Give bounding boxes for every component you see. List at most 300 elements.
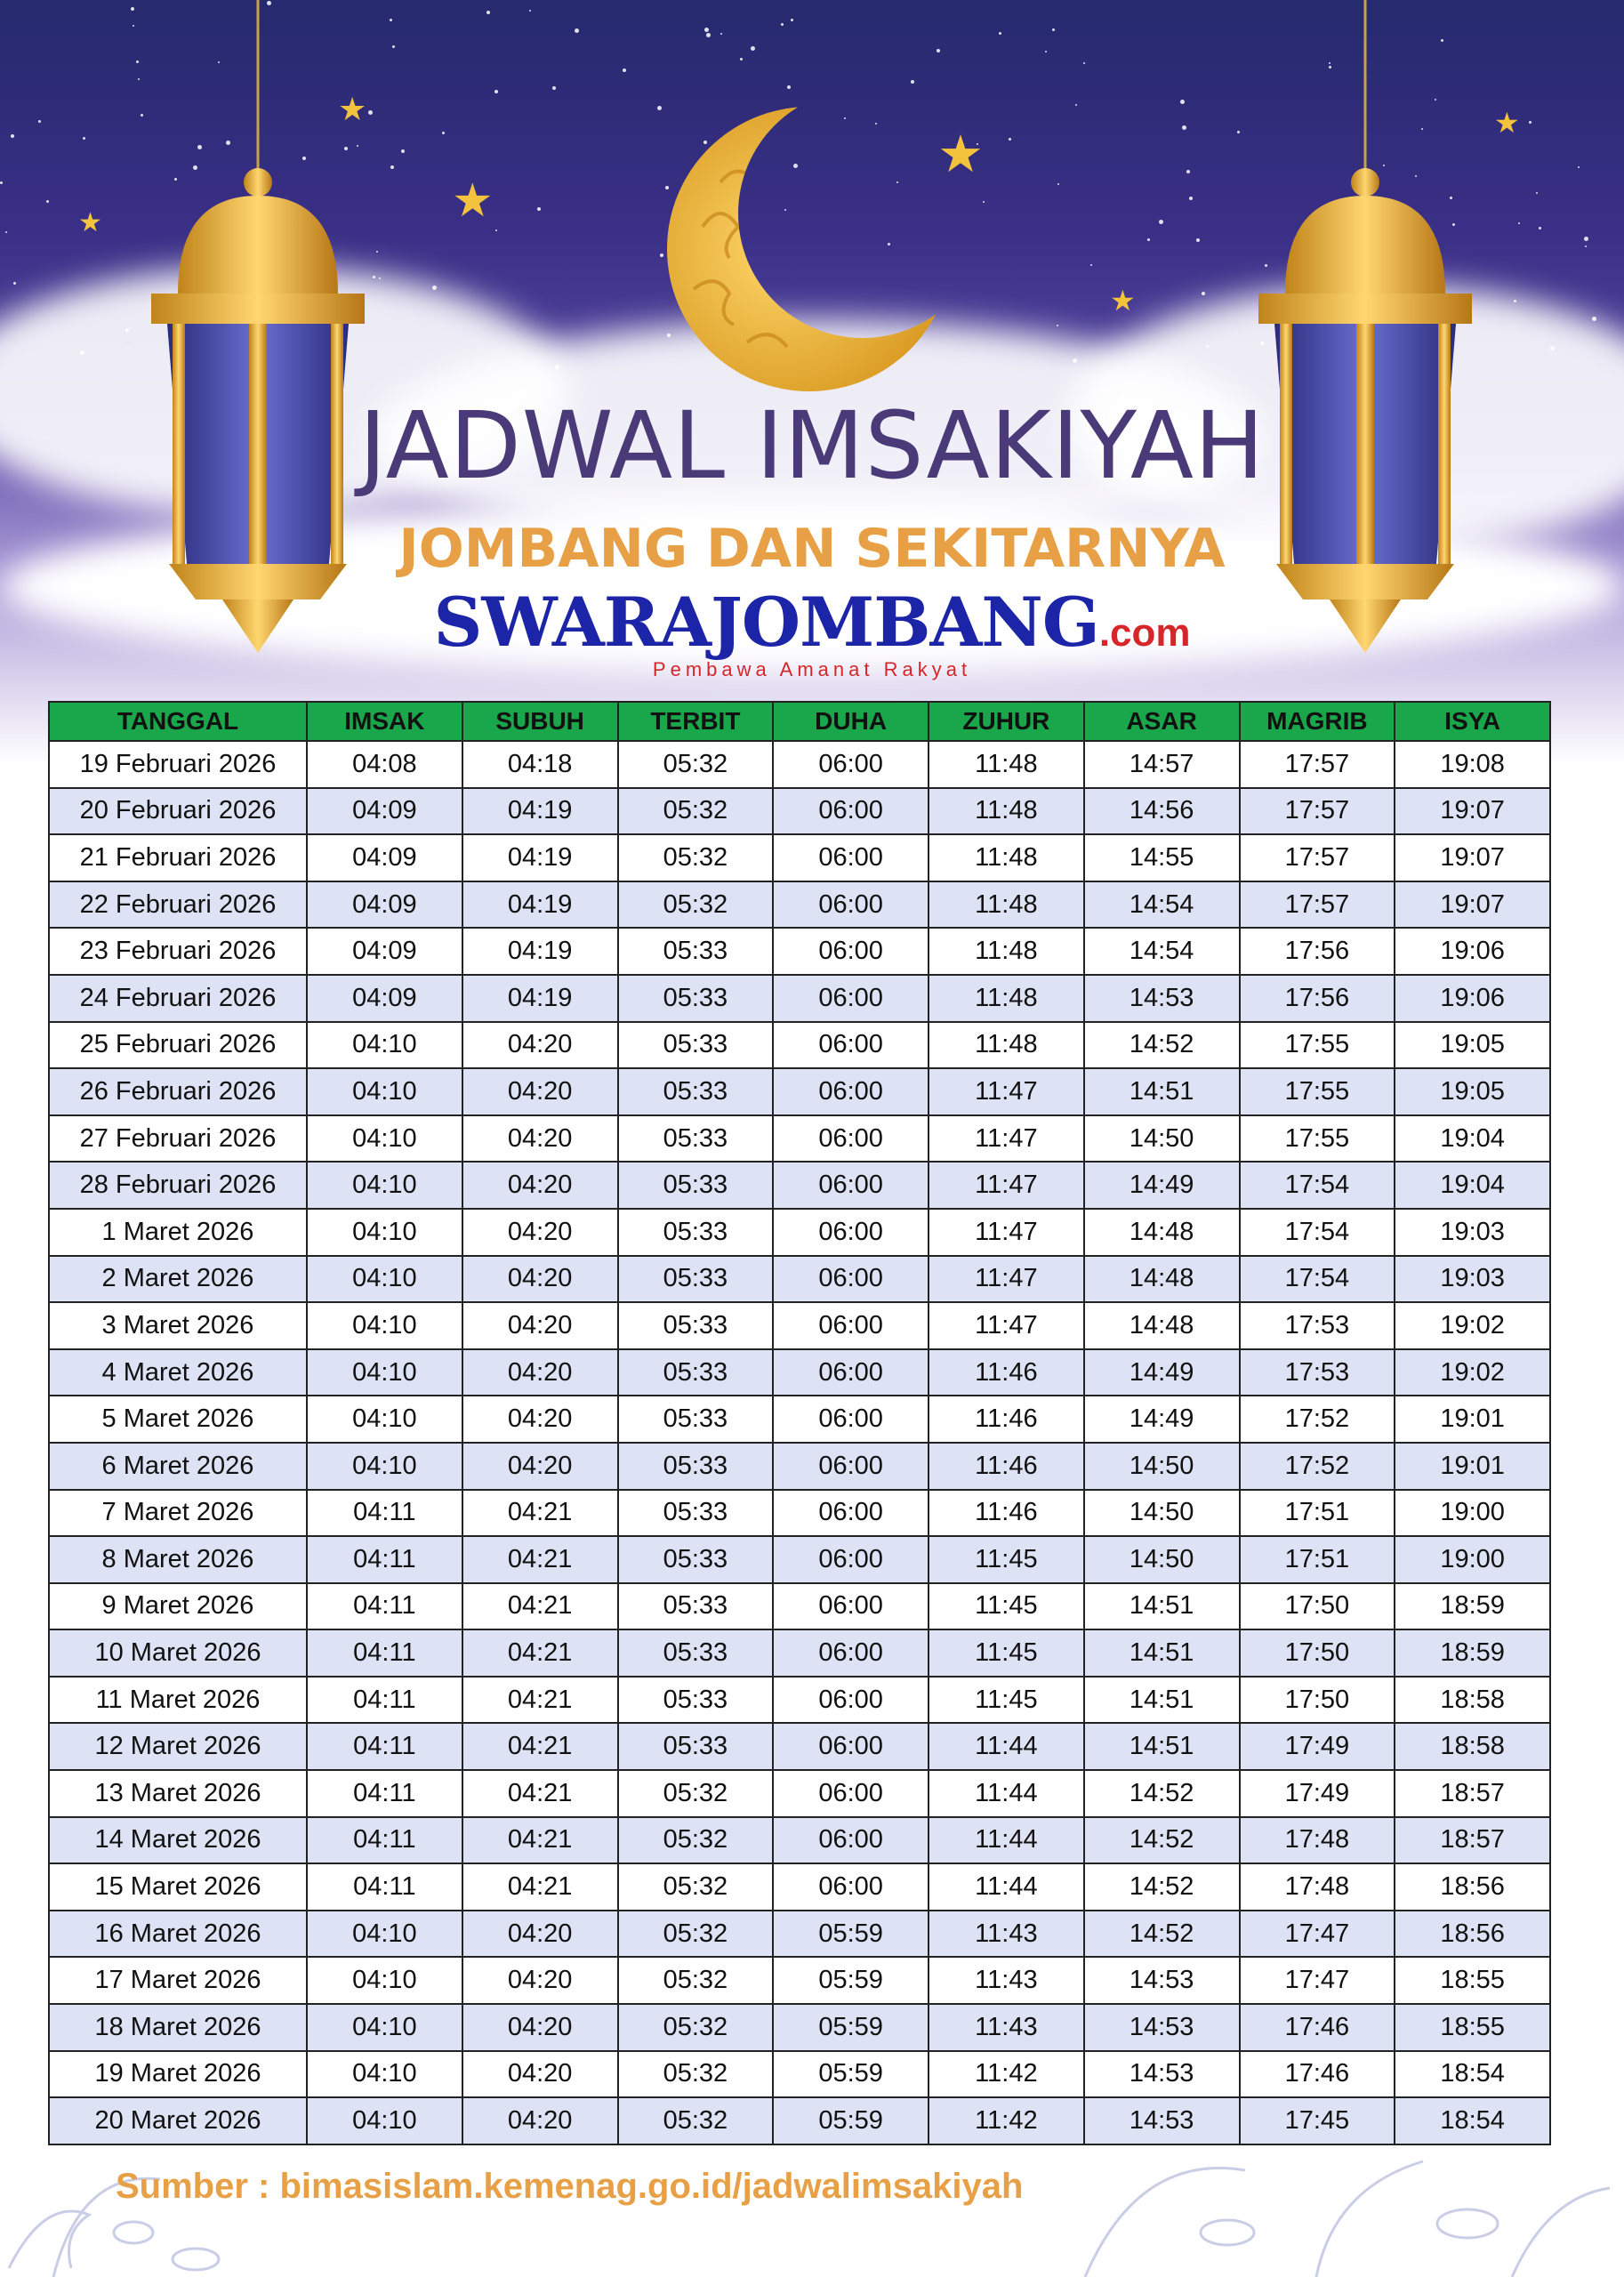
cell-tanggal: 19 Februari 2026 <box>49 741 307 788</box>
cell-terbit: 05:33 <box>618 1302 774 1349</box>
sky-dot <box>1592 317 1596 321</box>
table-row <box>49 2051 1550 2098</box>
cell-duha: 06:00 <box>773 1115 929 1163</box>
sky-dot <box>791 19 793 21</box>
cell-tanggal: 12 Maret 2026 <box>49 1723 307 1770</box>
star-icon: ★ <box>78 208 102 237</box>
cell-zuhur: 11:48 <box>929 881 1084 929</box>
sky-dot <box>1206 345 1209 348</box>
sky-dot <box>1578 166 1580 168</box>
cell-zuhur: 11:44 <box>929 1863 1084 1911</box>
cell-asar: 14:57 <box>1084 741 1240 788</box>
sky-dot <box>706 33 711 37</box>
cell-magrib: 17:48 <box>1240 1817 1395 1864</box>
cell-subuh: 04:21 <box>462 1629 618 1677</box>
cell-magrib: 17:49 <box>1240 1723 1395 1770</box>
brand-tagline: Pembawa Amanat Rakyat <box>652 658 972 680</box>
cell-tanggal: 15 Maret 2026 <box>49 1863 307 1911</box>
cell-duha: 06:00 <box>773 834 929 881</box>
sky-dot <box>751 46 755 51</box>
cell-tanggal: 20 Maret 2026 <box>49 2097 307 2144</box>
sky-dot <box>1083 62 1085 64</box>
sky-dot <box>529 10 531 12</box>
cell-terbit: 05:33 <box>618 1629 774 1677</box>
cell-terbit: 05:32 <box>618 2051 774 2098</box>
cell-terbit: 05:33 <box>618 1677 774 1724</box>
cell-tanggal: 21 Februari 2026 <box>49 834 307 881</box>
table-row <box>49 741 1550 788</box>
cell-asar: 14:52 <box>1084 1817 1240 1864</box>
cell-magrib: 17:51 <box>1240 1536 1395 1583</box>
cell-asar: 14:53 <box>1084 1957 1240 2004</box>
table-row <box>49 1957 1550 2004</box>
sky-dot <box>1147 238 1150 241</box>
cell-subuh: 04:20 <box>462 2051 618 2098</box>
cell-asar: 14:51 <box>1084 1068 1240 1115</box>
cell-duha: 05:59 <box>773 2004 929 2051</box>
cell-duha: 06:00 <box>773 1162 929 1209</box>
cell-imsak: 04:10 <box>307 1162 462 1209</box>
cell-isya: 19:00 <box>1395 1536 1550 1583</box>
sky-dot <box>537 207 541 211</box>
cell-magrib: 17:54 <box>1240 1256 1395 1303</box>
cell-isya: 19:02 <box>1395 1349 1550 1396</box>
cell-isya: 19:04 <box>1395 1162 1550 1209</box>
cell-zuhur: 11:45 <box>929 1677 1084 1724</box>
sky-dot <box>937 49 940 52</box>
cell-isya: 19:03 <box>1395 1256 1550 1303</box>
cell-zuhur: 11:43 <box>929 1911 1084 1958</box>
cell-isya: 18:58 <box>1395 1677 1550 1724</box>
cell-asar: 14:55 <box>1084 834 1240 881</box>
cell-zuhur: 11:47 <box>929 1209 1084 1256</box>
table-row <box>49 1396 1550 1443</box>
cell-zuhur: 11:42 <box>929 2051 1084 2098</box>
cell-isya: 19:06 <box>1395 928 1550 975</box>
cell-subuh: 04:21 <box>462 1863 618 1911</box>
table-row <box>49 1349 1550 1396</box>
cell-subuh: 04:21 <box>462 1677 618 1724</box>
cell-duha: 05:59 <box>773 2097 929 2144</box>
sky-dot <box>494 90 498 93</box>
cell-subuh: 04:19 <box>462 975 618 1022</box>
cell-isya: 18:55 <box>1395 2004 1550 2051</box>
cell-terbit: 05:33 <box>618 1723 774 1770</box>
cell-tanggal: 19 Maret 2026 <box>49 2051 307 2098</box>
cell-magrib: 17:46 <box>1240 2051 1395 2098</box>
cell-imsak: 04:09 <box>307 928 462 975</box>
cell-tanggal: 7 Maret 2026 <box>49 1490 307 1537</box>
cell-asar: 14:53 <box>1084 2051 1240 2098</box>
cell-asar: 14:49 <box>1084 1396 1240 1443</box>
source-credit: Sumber : bimasislam.kemenag.go.id/jadwalimsakiyah <box>116 2167 1024 2206</box>
cell-asar: 14:48 <box>1084 1256 1240 1303</box>
star-icon: ★ <box>1494 107 1520 139</box>
cell-isya: 19:00 <box>1395 1490 1550 1537</box>
cell-subuh: 04:20 <box>462 1302 618 1349</box>
sky-dot <box>911 80 914 84</box>
cell-asar: 14:52 <box>1084 1022 1240 1069</box>
cell-subuh: 04:21 <box>462 1536 618 1583</box>
table-row <box>49 788 1550 835</box>
cell-subuh: 04:20 <box>462 1349 618 1396</box>
cell-imsak: 04:10 <box>307 1115 462 1163</box>
cell-imsak: 04:10 <box>307 1443 462 1490</box>
cell-magrib: 17:55 <box>1240 1068 1395 1115</box>
cell-tanggal: 17 Maret 2026 <box>49 1957 307 2004</box>
cell-duha: 06:00 <box>773 1583 929 1630</box>
sky-dot <box>1180 100 1185 104</box>
cell-isya: 19:04 <box>1395 1115 1550 1163</box>
cell-asar: 14:50 <box>1084 1536 1240 1583</box>
cell-asar: 14:50 <box>1084 1490 1240 1537</box>
cell-tanggal: 26 Februari 2026 <box>49 1068 307 1115</box>
star-icon: ★ <box>452 175 494 227</box>
sky-dot <box>1057 325 1058 326</box>
sky-dot <box>486 11 490 14</box>
col-header-isya: ISYA <box>1395 702 1550 741</box>
cell-imsak: 04:10 <box>307 1256 462 1303</box>
brand-domain: .com <box>1098 611 1191 655</box>
sky-dot <box>552 86 556 90</box>
cell-asar: 14:52 <box>1084 1770 1240 1817</box>
table-row <box>49 1583 1550 1630</box>
cell-duha: 06:00 <box>773 881 929 929</box>
sky-dot <box>1529 121 1532 124</box>
cell-subuh: 04:20 <box>462 1209 618 1256</box>
cell-terbit: 05:32 <box>618 2004 774 2051</box>
cell-subuh: 04:21 <box>462 1583 618 1630</box>
table-row <box>49 1911 1550 1958</box>
col-header-tanggal: TANGGAL <box>49 702 307 741</box>
cell-imsak: 04:11 <box>307 1723 462 1770</box>
sky-dot <box>1090 264 1092 266</box>
cell-imsak: 04:10 <box>307 2004 462 2051</box>
cell-asar: 14:51 <box>1084 1723 1240 1770</box>
sky-dot <box>1585 245 1587 247</box>
cell-zuhur: 11:48 <box>929 928 1084 975</box>
cell-duha: 06:00 <box>773 1209 929 1256</box>
cell-tanggal: 2 Maret 2026 <box>49 1256 307 1303</box>
cell-terbit: 05:32 <box>618 881 774 929</box>
cell-subuh: 04:21 <box>462 1490 618 1537</box>
col-header-imsak: IMSAK <box>307 702 462 741</box>
cell-subuh: 04:20 <box>462 1256 618 1303</box>
cell-zuhur: 11:42 <box>929 2097 1084 2144</box>
cell-asar: 14:48 <box>1084 1209 1240 1256</box>
table-row <box>49 1817 1550 1864</box>
cell-magrib: 17:50 <box>1240 1677 1395 1724</box>
cell-subuh: 04:19 <box>462 834 618 881</box>
cell-tanggal: 18 Maret 2026 <box>49 2004 307 2051</box>
cell-asar: 14:53 <box>1084 975 1240 1022</box>
sky-dot <box>1514 300 1516 302</box>
cell-magrib: 17:57 <box>1240 741 1395 788</box>
cell-zuhur: 11:46 <box>929 1490 1084 1537</box>
sky-dot <box>80 350 84 355</box>
cell-duha: 06:00 <box>773 1256 929 1303</box>
cell-terbit: 05:33 <box>618 1162 774 1209</box>
col-header-duha: DUHA <box>773 702 929 741</box>
cell-subuh: 04:20 <box>462 1115 618 1163</box>
sky-dot <box>1057 183 1059 185</box>
cell-zuhur: 11:44 <box>929 1723 1084 1770</box>
cell-subuh: 04:20 <box>462 1396 618 1443</box>
cell-zuhur: 11:44 <box>929 1817 1084 1864</box>
cell-asar: 14:50 <box>1084 1443 1240 1490</box>
cell-tanggal: 11 Maret 2026 <box>49 1677 307 1724</box>
cell-subuh: 04:20 <box>462 2004 618 2051</box>
sky-dot <box>1550 346 1555 350</box>
table-header-row <box>49 702 1550 741</box>
cell-asar: 14:51 <box>1084 1629 1240 1677</box>
star-icon: ★ <box>338 91 367 127</box>
sky-dot <box>46 200 49 203</box>
sky-dot <box>1075 104 1077 106</box>
table-row <box>49 1209 1550 1256</box>
cell-zuhur: 11:45 <box>929 1536 1084 1583</box>
cell-tanggal: 5 Maret 2026 <box>49 1396 307 1443</box>
cell-subuh: 04:19 <box>462 788 618 835</box>
cell-imsak: 04:09 <box>307 975 462 1022</box>
cell-duha: 06:00 <box>773 1068 929 1115</box>
cell-imsak: 04:11 <box>307 1863 462 1911</box>
cell-isya: 19:07 <box>1395 788 1550 835</box>
sky-dot <box>432 286 437 290</box>
cell-magrib: 17:53 <box>1240 1349 1395 1396</box>
cell-isya: 19:08 <box>1395 741 1550 788</box>
cell-magrib: 17:52 <box>1240 1443 1395 1490</box>
cell-imsak: 04:11 <box>307 1583 462 1630</box>
sky-dot <box>495 229 497 231</box>
cell-tanggal: 25 Februari 2026 <box>49 1022 307 1069</box>
schedule-table <box>48 701 1551 2145</box>
cell-terbit: 05:33 <box>618 1536 774 1583</box>
cell-zuhur: 11:45 <box>929 1629 1084 1677</box>
cell-magrib: 17:49 <box>1240 1770 1395 1817</box>
table-row <box>49 928 1550 975</box>
table-row <box>49 975 1550 1022</box>
page-subtitle: JOMBANG DAN SEKITARNYA <box>398 518 1226 580</box>
cell-asar: 14:50 <box>1084 1115 1240 1163</box>
cell-imsak: 04:10 <box>307 1022 462 1069</box>
cell-tanggal: 14 Maret 2026 <box>49 1817 307 1864</box>
sky-dot <box>999 32 1001 35</box>
cell-tanggal: 22 Februari 2026 <box>49 881 307 929</box>
cell-terbit: 05:32 <box>618 1911 774 1958</box>
cell-isya: 18:57 <box>1395 1770 1550 1817</box>
cell-subuh: 04:19 <box>462 881 618 929</box>
cell-terbit: 05:33 <box>618 1583 774 1630</box>
cell-imsak: 04:10 <box>307 1068 462 1115</box>
cell-duha: 05:59 <box>773 2051 929 2098</box>
cell-tanggal: 27 Februari 2026 <box>49 1115 307 1163</box>
cell-zuhur: 11:48 <box>929 1022 1084 1069</box>
cell-magrib: 17:57 <box>1240 881 1395 929</box>
cell-duha: 06:00 <box>773 1396 929 1443</box>
cell-imsak: 04:11 <box>307 1817 462 1864</box>
brand-name: SWARAJOMBANG <box>433 583 1099 662</box>
sky-dot <box>575 28 579 33</box>
cell-isya: 19:02 <box>1395 1302 1550 1349</box>
cell-terbit: 05:32 <box>618 1863 774 1911</box>
cell-asar: 14:53 <box>1084 2004 1240 2051</box>
cell-duha: 06:00 <box>773 1490 929 1537</box>
cell-terbit: 05:32 <box>618 788 774 835</box>
cell-tanggal: 4 Maret 2026 <box>49 1349 307 1396</box>
cell-magrib: 17:52 <box>1240 1396 1395 1443</box>
cell-isya: 19:01 <box>1395 1396 1550 1443</box>
table-row <box>49 1162 1550 1209</box>
cell-duha: 06:00 <box>773 1536 929 1583</box>
cell-asar: 14:54 <box>1084 928 1240 975</box>
cell-zuhur: 11:46 <box>929 1396 1084 1443</box>
table-row <box>49 1256 1550 1303</box>
floral-ornament <box>1049 2126 1624 2277</box>
cell-duha: 06:00 <box>773 1770 929 1817</box>
sky-dot <box>442 132 445 134</box>
table-row <box>49 834 1550 881</box>
sky-dot <box>1518 222 1520 224</box>
sky-dot <box>0 181 3 184</box>
cell-asar: 14:54 <box>1084 881 1240 929</box>
sky-dot <box>740 58 743 60</box>
col-header-zuhur: ZUHUR <box>929 702 1084 741</box>
table-row <box>49 1629 1550 1677</box>
cell-subuh: 04:21 <box>462 1817 618 1864</box>
cell-asar: 14:51 <box>1084 1583 1240 1630</box>
table-row <box>49 2004 1550 2051</box>
sky-dot <box>1189 197 1193 200</box>
sky-dot <box>1186 170 1190 173</box>
cell-duha: 06:00 <box>773 1677 929 1724</box>
sky-dot <box>5 231 7 233</box>
cell-isya: 18:56 <box>1395 1911 1550 1958</box>
cell-duha: 05:59 <box>773 1957 929 2004</box>
cell-subuh: 04:20 <box>462 1911 618 1958</box>
cell-zuhur: 11:48 <box>929 741 1084 788</box>
cell-terbit: 05:32 <box>618 1957 774 2004</box>
cell-asar: 14:52 <box>1084 1911 1240 1958</box>
cell-terbit: 05:33 <box>618 1256 774 1303</box>
cell-terbit: 05:32 <box>618 741 774 788</box>
cell-subuh: 04:21 <box>462 1770 618 1817</box>
cell-asar: 14:51 <box>1084 1677 1240 1724</box>
cell-duha: 06:00 <box>773 1022 929 1069</box>
cell-zuhur: 11:47 <box>929 1302 1084 1349</box>
sky-dot <box>657 106 662 110</box>
cell-imsak: 04:09 <box>307 788 462 835</box>
sky-dot <box>720 33 722 35</box>
star-icon: ★ <box>937 125 984 183</box>
cell-isya: 19:06 <box>1395 975 1550 1022</box>
cell-tanggal: 24 Februari 2026 <box>49 975 307 1022</box>
cell-magrib: 17:54 <box>1240 1162 1395 1209</box>
sky-dot <box>83 137 85 140</box>
sky-dot <box>1182 125 1186 130</box>
cell-magrib: 17:51 <box>1240 1490 1395 1537</box>
sky-dot <box>13 282 16 285</box>
cell-tanggal: 3 Maret 2026 <box>49 1302 307 1349</box>
cell-asar: 14:48 <box>1084 1302 1240 1349</box>
cell-subuh: 04:20 <box>462 1443 618 1490</box>
cell-terbit: 05:32 <box>618 2097 774 2144</box>
cell-imsak: 04:08 <box>307 741 462 788</box>
cell-zuhur: 11:48 <box>929 975 1084 1022</box>
cell-imsak: 04:10 <box>307 1302 462 1349</box>
cell-imsak: 04:11 <box>307 1536 462 1583</box>
cell-duha: 06:00 <box>773 1723 929 1770</box>
cell-zuhur: 11:45 <box>929 1583 1084 1630</box>
cell-terbit: 05:33 <box>618 1396 774 1443</box>
cell-duha: 06:00 <box>773 741 929 788</box>
cell-isya: 19:05 <box>1395 1022 1550 1069</box>
cell-magrib: 17:57 <box>1240 788 1395 835</box>
table-row <box>49 1443 1550 1490</box>
cell-isya: 19:03 <box>1395 1209 1550 1256</box>
cell-isya: 18:59 <box>1395 1583 1550 1630</box>
brand-logo <box>0 583 1624 662</box>
sky-dot <box>660 253 663 257</box>
table-row <box>49 1115 1550 1163</box>
col-header-subuh: SUBUH <box>462 702 618 741</box>
cell-isya: 18:59 <box>1395 1629 1550 1677</box>
page-title: JADWAL IMSAKIYAH <box>358 391 1266 500</box>
sky-dot <box>1073 358 1077 363</box>
cell-duha: 06:00 <box>773 928 929 975</box>
cell-terbit: 05:33 <box>618 1490 774 1537</box>
cell-imsak: 04:11 <box>307 1629 462 1677</box>
cell-imsak: 04:11 <box>307 1677 462 1724</box>
cell-subuh: 04:18 <box>462 741 618 788</box>
col-header-terbit: TERBIT <box>618 702 774 741</box>
sky-dot <box>1539 227 1541 229</box>
crescent-moon-icon <box>667 93 952 396</box>
cell-magrib: 17:57 <box>1240 834 1395 881</box>
cell-isya: 18:57 <box>1395 1817 1550 1864</box>
sky-dot <box>1159 220 1163 224</box>
cell-duha: 06:00 <box>773 788 929 835</box>
sky-dot <box>983 201 985 203</box>
table-row <box>49 1770 1550 1817</box>
sky-dot <box>38 120 41 123</box>
cell-imsak: 04:09 <box>307 834 462 881</box>
cell-duha: 06:00 <box>773 1817 929 1864</box>
cell-asar: 14:56 <box>1084 788 1240 835</box>
cell-magrib: 17:45 <box>1240 2097 1395 2144</box>
cell-tanggal: 8 Maret 2026 <box>49 1536 307 1583</box>
cell-imsak: 04:10 <box>307 1396 462 1443</box>
cell-magrib: 17:55 <box>1240 1022 1395 1069</box>
sky-dot <box>1052 28 1055 31</box>
cell-terbit: 05:33 <box>618 1349 774 1396</box>
cell-duha: 06:00 <box>773 1629 929 1677</box>
cell-duha: 06:00 <box>773 975 929 1022</box>
cell-subuh: 04:20 <box>462 2097 618 2144</box>
table-row <box>49 1863 1550 1911</box>
cell-imsak: 04:10 <box>307 1957 462 2004</box>
cell-isya: 18:56 <box>1395 1863 1550 1911</box>
cell-magrib: 17:53 <box>1240 1302 1395 1349</box>
cell-isya: 19:07 <box>1395 834 1550 881</box>
cell-duha: 05:59 <box>773 1911 929 1958</box>
cell-isya: 19:01 <box>1395 1443 1550 1490</box>
cell-subuh: 04:20 <box>462 1068 618 1115</box>
cell-isya: 18:54 <box>1395 2097 1550 2144</box>
cell-imsak: 04:10 <box>307 1209 462 1256</box>
cell-asar: 14:49 <box>1084 1349 1240 1396</box>
cell-imsak: 04:10 <box>307 2051 462 2098</box>
